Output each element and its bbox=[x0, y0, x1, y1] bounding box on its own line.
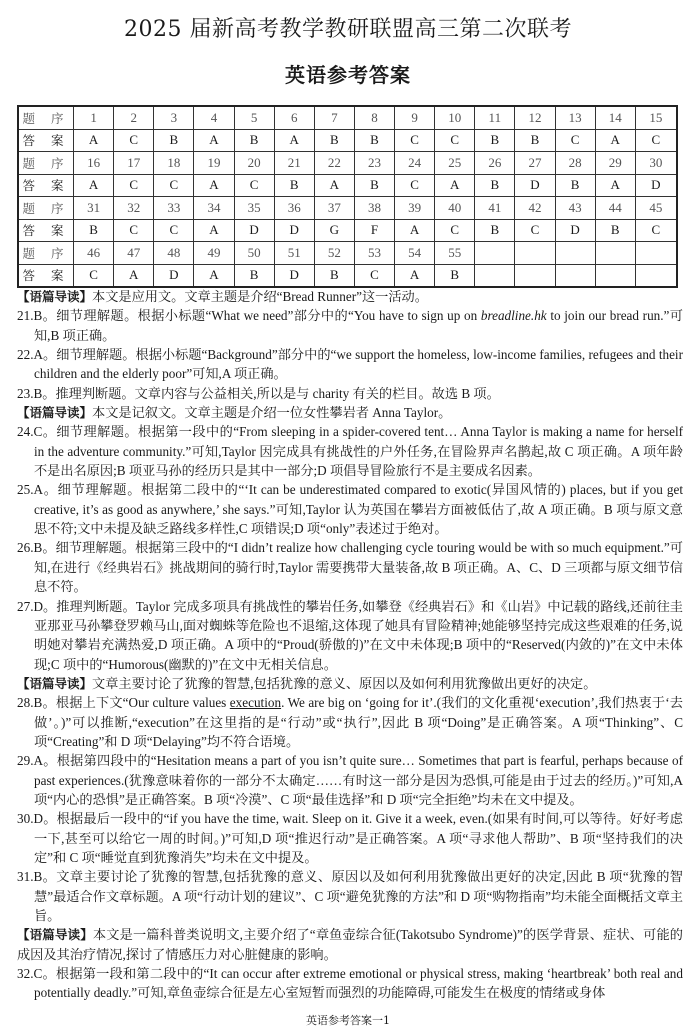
answer-cell: A bbox=[595, 129, 635, 152]
question-number-cell: 41 bbox=[475, 197, 515, 220]
question-number-cell: 25 bbox=[435, 152, 475, 175]
answer-explanation bbox=[17, 693, 683, 751]
question-number-cell: 36 bbox=[274, 197, 314, 220]
explanations bbox=[17, 287, 683, 1003]
answer-cell: D bbox=[274, 264, 314, 287]
row-header: 题 序 bbox=[18, 242, 74, 265]
answer-cell: A bbox=[194, 174, 234, 197]
answer-cell: B bbox=[74, 219, 114, 242]
passage-guide bbox=[17, 674, 683, 693]
question-number-cell: 34 bbox=[194, 197, 234, 220]
text-segment: 本文是记叙文。文章主题是介绍一位女性攀岩者 Anna Taylor。 bbox=[92, 405, 452, 421]
question-number-cell: 18 bbox=[154, 152, 194, 175]
question-number-cell: 3 bbox=[154, 106, 194, 129]
answer-cell: C bbox=[114, 219, 154, 242]
question-number-cell: 54 bbox=[395, 242, 435, 265]
question-number-cell: 7 bbox=[314, 106, 354, 129]
passage-guide bbox=[17, 403, 683, 422]
answer-cell: C bbox=[114, 174, 154, 197]
question-number-cell: 31 bbox=[74, 197, 114, 220]
document-title: 2025 届新高考教学教研联盟高三第二次联考 bbox=[124, 17, 572, 42]
answer-key-table bbox=[17, 105, 678, 288]
question-number-cell: 23 bbox=[354, 152, 394, 175]
answer-cell: F bbox=[354, 219, 394, 242]
answer-explanation bbox=[17, 384, 683, 403]
question-number-cell: 50 bbox=[234, 242, 274, 265]
row-header: 答 案 bbox=[18, 264, 74, 287]
row-header: 题 序 bbox=[18, 152, 74, 175]
question-number-row bbox=[18, 242, 677, 265]
text-segment: 25.A。细节理解题。根据第二段中的“‘It can be underestimated compared to exotic(异国风情的) places, but if you get creative, it’s as good as anywhere,’ she says.”可知,Taylor 认为英国在攀岩方面被低估了,故 A 项正确。B 项与原文意思不符;文中未提及缺乏路线多样性,C 项错误;D 项“only”表述过于绝对。 bbox=[17, 482, 683, 537]
question-number-cell: 27 bbox=[515, 152, 555, 175]
question-number-cell: 45 bbox=[635, 197, 677, 220]
text-segment: 26.B。细节理解题。根据第三段中的“I didn’t realize how challenging cycle touring would be with so much equipment.”可知,在进行《经典岩石》挑战期间的骑行时,Taylor 需要携带大量装备,故 B 项正确。A、C、D 三项都与原文细节信息不符。 bbox=[17, 540, 683, 595]
answer-cell: A bbox=[194, 129, 234, 152]
question-number-cell: 1 bbox=[74, 106, 114, 129]
text-segment: 23.B。推理判断题。文章内容与公益相关,所以是与 charity 有关的栏目。故选 B 项。 bbox=[17, 385, 500, 401]
question-number-row bbox=[18, 106, 677, 129]
answer-cell: B bbox=[354, 129, 394, 152]
question-number-cell: 40 bbox=[435, 197, 475, 220]
text-segment: 28.B。根据上下文“Our culture values bbox=[17, 695, 230, 711]
question-number-cell: 48 bbox=[154, 242, 194, 265]
answer-cell: B bbox=[475, 174, 515, 197]
answer-row bbox=[18, 219, 677, 242]
question-number-cell: 35 bbox=[234, 197, 274, 220]
question-number-cell: 16 bbox=[74, 152, 114, 175]
text-segment: breadline.hk bbox=[480, 308, 547, 324]
answer-cell: A bbox=[595, 174, 635, 197]
answer-explanation bbox=[17, 422, 683, 480]
question-number-cell: 47 bbox=[114, 242, 154, 265]
question-number-cell: 14 bbox=[595, 106, 635, 129]
answer-explanation bbox=[17, 809, 683, 867]
text-segment: 22.A。细节理解题。根据小标题“Background”部分中的“we support the homeless, low-income families, refugees and their children and the elderly poor”可知,A 项正确。 bbox=[17, 347, 683, 382]
answer-cell: B bbox=[435, 264, 475, 287]
text-segment: 32.C。根据第一段和第二段中的“It can occur after extreme emotional or physical stress, making ‘heartbreak’ both real and potentially deadly.”可知,章鱼壶综合征是左心室短暂而强烈的功能障碍,可能发生在极度的情绪或身体 bbox=[17, 966, 683, 1001]
answer-explanation bbox=[17, 867, 683, 925]
answer-cell bbox=[635, 264, 677, 287]
text-segment: 本文是一篇科普类说明文,主要介绍了“章鱼壶综合征(Takotsubo Syndrome)”的医学背景、症状、可能的成因及其治疗情况,探讨了情感压力对心脏健康的影响。 bbox=[17, 927, 683, 962]
question-number-row bbox=[18, 152, 677, 175]
question-number-cell: 13 bbox=[555, 106, 595, 129]
row-header: 答 案 bbox=[18, 129, 74, 152]
text-segment: to join our bread run.”可知,B 项正确。 bbox=[34, 308, 683, 343]
document-subtitle: 英语参考答案 bbox=[285, 63, 411, 87]
question-number-cell: 2 bbox=[114, 106, 154, 129]
answer-cell: B bbox=[234, 264, 274, 287]
question-number-cell: 43 bbox=[555, 197, 595, 220]
answer-cell: B bbox=[274, 174, 314, 197]
passage-guide bbox=[17, 925, 683, 964]
question-number-cell: 46 bbox=[74, 242, 114, 265]
question-number-cell: 11 bbox=[475, 106, 515, 129]
question-number-cell: 10 bbox=[435, 106, 475, 129]
answer-explanation bbox=[17, 751, 683, 809]
answer-cell: C bbox=[435, 219, 475, 242]
answer-cell: D bbox=[635, 174, 677, 197]
answer-cell: A bbox=[395, 264, 435, 287]
question-number-cell: 53 bbox=[354, 242, 394, 265]
answer-cell: A bbox=[194, 219, 234, 242]
question-number-cell: 5 bbox=[234, 106, 274, 129]
question-number-cell: 9 bbox=[395, 106, 435, 129]
question-number-cell: 38 bbox=[354, 197, 394, 220]
answer-row bbox=[18, 129, 677, 152]
question-number-cell: 37 bbox=[314, 197, 354, 220]
question-number-cell: 6 bbox=[274, 106, 314, 129]
question-number-cell: 30 bbox=[635, 152, 677, 175]
answer-cell: A bbox=[114, 264, 154, 287]
answer-cell: B bbox=[154, 129, 194, 152]
answer-cell: D bbox=[274, 219, 314, 242]
answer-cell: D bbox=[154, 264, 194, 287]
answer-explanation bbox=[17, 345, 683, 384]
answer-cell: A bbox=[274, 129, 314, 152]
question-number-cell bbox=[635, 242, 677, 265]
answer-cell: B bbox=[314, 264, 354, 287]
text-segment: 文章主要讨论了犹豫的智慧,包括犹豫的意义、原因以及如何利用犹豫做出更好的决定。 bbox=[92, 675, 597, 691]
guide-label: 【语篇导读】 bbox=[17, 405, 93, 421]
text-segment: 30.D。根据最后一段中的“if you have the time, wait. Sleep on it. Give it a week, even.(如果有时间,可以等待。好好考虑一下,甚至可以给它一周的时间。)”可知,D 项“推迟行动”是正确答案。A 项“寻求他人帮助”、B 项“坚持我们的决定”和 C 项“睡觉直到犹豫消失”均未在文中提及。 bbox=[17, 811, 683, 865]
answer-cell: C bbox=[515, 219, 555, 242]
question-number-row bbox=[18, 197, 677, 220]
answer-cell: A bbox=[395, 219, 435, 242]
answer-cell: B bbox=[354, 174, 394, 197]
answer-explanation bbox=[17, 597, 683, 674]
row-header: 题 序 bbox=[18, 106, 74, 129]
answer-cell: B bbox=[555, 174, 595, 197]
answer-cell: B bbox=[475, 129, 515, 152]
answer-cell bbox=[595, 264, 635, 287]
question-number-cell: 42 bbox=[515, 197, 555, 220]
page-footer: 英语参考答案一1 bbox=[306, 1014, 390, 1027]
question-number-cell: 8 bbox=[354, 106, 394, 129]
text-segment: 29.A。根据第四段中的“Hesitation means a part of you isn’t quite sure… Sometimes that part is fearful, perhaps because of past experiences.(犹豫意味着你的一部分不太确定……有时这一部分是因为恐惧,可能是由于过去的经历。)”可知,A 项“内心的恐惧”是正确答案。B 项“冷漠”、C 项“最佳选择”和 D 项“完全拒绝”均未在文中提及。 bbox=[17, 753, 683, 807]
question-number-cell: 26 bbox=[475, 152, 515, 175]
question-number-cell: 32 bbox=[114, 197, 154, 220]
question-number-cell: 51 bbox=[274, 242, 314, 265]
question-number-cell: 20 bbox=[234, 152, 274, 175]
answer-explanation bbox=[17, 538, 683, 596]
guide-label: 【语篇导读】 bbox=[17, 289, 93, 304]
question-number-cell: 15 bbox=[635, 106, 677, 129]
answer-cell: A bbox=[74, 129, 114, 152]
question-number-cell: 17 bbox=[114, 152, 154, 175]
row-header: 题 序 bbox=[18, 197, 74, 220]
question-number-cell: 21 bbox=[274, 152, 314, 175]
passage-guide bbox=[17, 287, 683, 306]
question-number-cell bbox=[555, 242, 595, 265]
answer-cell: B bbox=[234, 129, 274, 152]
question-number-cell: 28 bbox=[555, 152, 595, 175]
answer-cell: C bbox=[395, 129, 435, 152]
row-header: 答 案 bbox=[18, 174, 74, 197]
answer-cell: D bbox=[234, 219, 274, 242]
answer-cell: C bbox=[555, 129, 595, 152]
row-header: 答 案 bbox=[18, 219, 74, 242]
answer-cell: C bbox=[395, 174, 435, 197]
answer-explanation bbox=[17, 306, 683, 345]
answer-explanation bbox=[17, 480, 683, 538]
guide-label: 【语篇导读】 bbox=[17, 927, 93, 943]
question-number-cell: 24 bbox=[395, 152, 435, 175]
answer-row bbox=[18, 174, 677, 197]
text-segment: 27.D。推理判断题。Taylor 完成多项具有挑战性的攀岩任务,如攀登《经典岩石》和《山岩》中记载的路线,还前往圭亚那亚马孙攀登罗赖马山,面对蜘蛛等危险也不退缩,这体现了她具有冒险精神;她能够坚持完成这些艰难的任务,说明她对攀岩充满热爱,D 项正确。A 项中的“Proud(骄傲的)”在文中未体现;B 项中的“Reserved(内敛的)”在文中未体现;C 项中的“Humorous(幽默的)”在文中无相关信息。 bbox=[17, 598, 683, 672]
text-segment: 31.B。文章主要讨论了犹豫的智慧,包括犹豫的意义、原因以及如何利用犹豫做出更好的决定,因此 B 项“犹豫的智慧”最适合作文章标题。A 项“行动计划的建议”、C 项“避免犹豫的方法”和 D 项“购物指南”均未能全面概括文章主旨。 bbox=[17, 869, 683, 923]
question-number-cell: 52 bbox=[314, 242, 354, 265]
question-number-cell: 29 bbox=[595, 152, 635, 175]
answer-cell bbox=[475, 264, 515, 287]
answer-cell: A bbox=[194, 264, 234, 287]
text-segment: 21.B。细节理解题。根据小标题“What we need”部分中的“You have to sign up on bbox=[17, 308, 481, 324]
answer-row bbox=[18, 264, 677, 287]
answer-cell: B bbox=[314, 129, 354, 152]
answer-cell: C bbox=[234, 174, 274, 197]
question-number-cell: 22 bbox=[314, 152, 354, 175]
answer-cell: G bbox=[314, 219, 354, 242]
text-segment: 24.C。细节理解题。根据第一段中的“From sleeping in a spider-covered tent… Anna Taylor is making a name for herself in the adventure community.”可知,Taylor 因完成具有挑战性的户外任务,在冒险界声名鹊起,故 C 项正确。A 项年龄不是出名原因;B 项亚马孙的经历只是其中一部分;D 项倡导冒险旅行不是主要成名因素。 bbox=[17, 424, 683, 479]
answer-cell: C bbox=[354, 264, 394, 287]
answer-cell: C bbox=[154, 219, 194, 242]
question-number-cell bbox=[475, 242, 515, 265]
answer-cell: C bbox=[635, 219, 677, 242]
question-number-cell: 12 bbox=[515, 106, 555, 129]
answer-explanation bbox=[17, 964, 683, 1003]
text-segment: execution bbox=[229, 695, 282, 711]
text-segment: 本文是应用文。文章主题是介绍“Bread Runner”这一活动。 bbox=[92, 289, 428, 304]
question-number-cell bbox=[595, 242, 635, 265]
question-number-cell: 44 bbox=[595, 197, 635, 220]
answer-cell: C bbox=[635, 129, 677, 152]
question-number-cell: 49 bbox=[194, 242, 234, 265]
answer-cell: B bbox=[475, 219, 515, 242]
answer-cell: C bbox=[74, 264, 114, 287]
answer-cell: D bbox=[555, 219, 595, 242]
answer-cell: D bbox=[515, 174, 555, 197]
guide-label: 【语篇导读】 bbox=[17, 675, 93, 691]
answer-cell: C bbox=[154, 174, 194, 197]
question-number-cell: 4 bbox=[194, 106, 234, 129]
answer-cell bbox=[515, 264, 555, 287]
answer-cell: A bbox=[74, 174, 114, 197]
question-number-cell: 55 bbox=[435, 242, 475, 265]
answer-cell: C bbox=[435, 129, 475, 152]
answer-cell: B bbox=[595, 219, 635, 242]
text-segment: . We are big on ‘going for it’.(我们的文化重视‘execution’,我们热衷于‘去做’。)”可以推断,“execution”在这里指的是“行动”或“执行”,因此 B 项“Doing”是正确答案。A 项“Thinking”、C 项“Creating”和 D 项“Delaying”均不符合语境。 bbox=[34, 695, 683, 749]
answer-cell: A bbox=[435, 174, 475, 197]
question-number-cell: 19 bbox=[194, 152, 234, 175]
answer-cell: A bbox=[314, 174, 354, 197]
answer-cell bbox=[555, 264, 595, 287]
question-number-cell: 39 bbox=[395, 197, 435, 220]
question-number-cell bbox=[515, 242, 555, 265]
question-number-cell: 33 bbox=[154, 197, 194, 220]
answer-cell: B bbox=[515, 129, 555, 152]
answer-cell: C bbox=[114, 129, 154, 152]
